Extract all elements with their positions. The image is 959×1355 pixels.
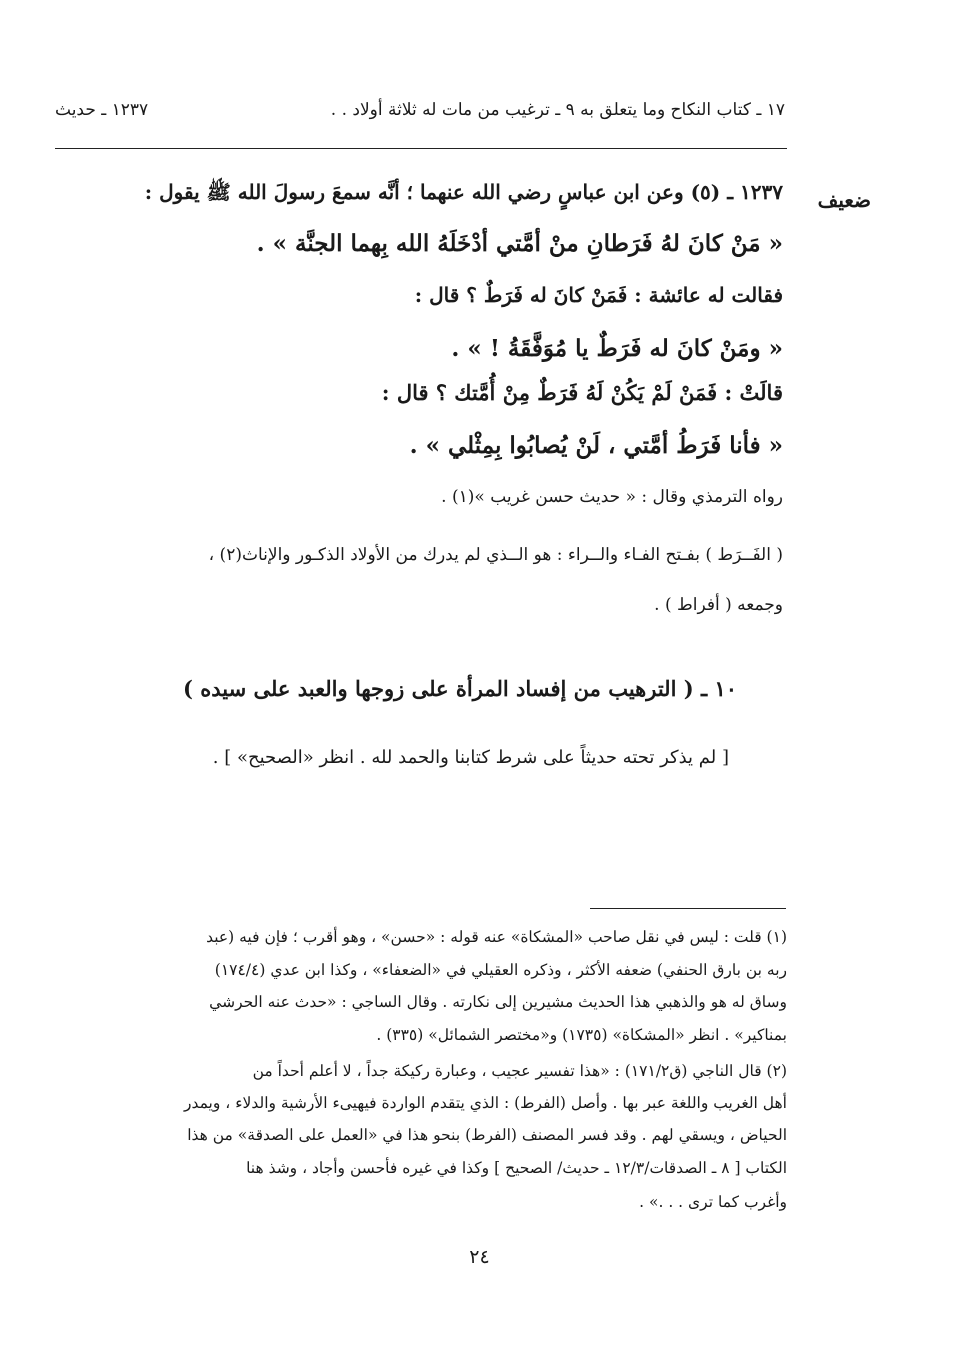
footnote-line: وساق له هو والذهبي هذا الحديث مشيرين إلى نكارته . وقال الساجي : «حدث عنه الحرشي: [209, 993, 787, 1011]
hadith-line: رواه الترمذي وقال : « حديث حسن غريب »(١) .: [441, 487, 783, 507]
footnote-line: بمناكير» . انظر «المشكاة» (١٧٣٥) و«مختصر الشمائل» (٣٣٥) .: [376, 1026, 787, 1044]
hadith-line: وجمعه ( أفراط ) .: [654, 595, 783, 615]
header-divider: [55, 148, 787, 149]
footnote-line: (١) قلت : ليس في نقل صاحب «المشكاة» عنه قوله : «حسن» ، وهو أقرب ؛ فإن فيه (عبد: [206, 928, 787, 946]
footnote-line: ربه بن بارق الحنفي) ضعفه الأكثر ، وذكره العقيلي في «الضعفاء» ، وكذا ابن عدي (١٧٤/٤): [214, 961, 787, 979]
hadith-line: ١٢٣٧ ـ (٥) وعن ابن عباسٍ رضي الله عنهما ؛ أنَّه سمعَ رسولَ الله ﷺ يقول :: [144, 180, 783, 204]
footnote-line: الكتاب [ ٨ ـ الصدقات/١٢/٣ ـ حديث/ الصحيح ] وكذا في غيره فأحسن وأجاد ، وشذ هنا: [246, 1159, 787, 1177]
footnote-line: وأغرب كما ترى . . .» .: [639, 1193, 787, 1211]
header-chapter-title: ١٧ ـ كتاب النكاح وما يتعلق به ٩ ـ ترغيب من مات له ثلاثة أولاد . .: [330, 100, 785, 120]
hadith-line: « فأنا فَرَطُ أمَّتي ، لَنْ يُصابُوا بِمِثْلي » .: [409, 432, 783, 459]
footnote-divider: [590, 908, 786, 909]
chapter-heading: ١٠ ـ ( الترهيب من إفساد المرأة على زوجها والعبد على سيده ): [182, 676, 737, 701]
hadith-line: قالَتْ : فَمَنْ لَمْ يَكُنْ لَهُ فَرَطٌ مِنْ أُمَّتك ؟ قال :: [381, 380, 783, 405]
footnote-line: الحياض ، ويسقي لهم . وقد فسر المصنف (الفرط) بنحو هذا في «العمل على الصدقة» من هذا: [187, 1126, 787, 1144]
chapter-note: [ لم يذكر تحته حديثاً على شرط كتابنا والحمد لله . انظر «الصحيح» ] .: [212, 747, 729, 768]
hadith-line: « ومَنْ كانَ له فَرَطٌ يا مُوَفَّقَةُ ! » .: [451, 335, 783, 362]
hadith-line: ( الفَــرَط ) بفـتح الفـاء والــراء : هو الــذي لم يدرك من الأولاد الذكـور والإناث(٢) ،: [208, 545, 783, 565]
running-header: [55, 100, 785, 130]
hadith-grade-label: ضعيف: [817, 188, 871, 212]
footnote-line: أهل الغريب واللغة عبر بها . وأصل (الفرط) : الذي يتقدم الواردة فيهيىء الأرشية والدلاء ، ويمدر: [183, 1094, 787, 1112]
header-hadith-label: ١٢٣٧ ـ حديث: [55, 100, 149, 120]
hadith-line: فقالت له عائشة : فَمَنْ كانَ له فَرَطٌ ؟ قال :: [414, 283, 783, 307]
hadith-line: « مَنْ كانَ لهُ فَرَطانِ منْ أمَّتي أدْخَلَهُ الله بِهما الجنَّة » .: [256, 230, 783, 257]
footnote-line: (٢) قال الناجي (ق١٧١/٢) : «هذا تفسير عجيب ، وعبارة ركيكة جداً ، لا أعلم أحداً من: [252, 1062, 787, 1080]
page-number: ٢٤: [469, 1246, 490, 1268]
